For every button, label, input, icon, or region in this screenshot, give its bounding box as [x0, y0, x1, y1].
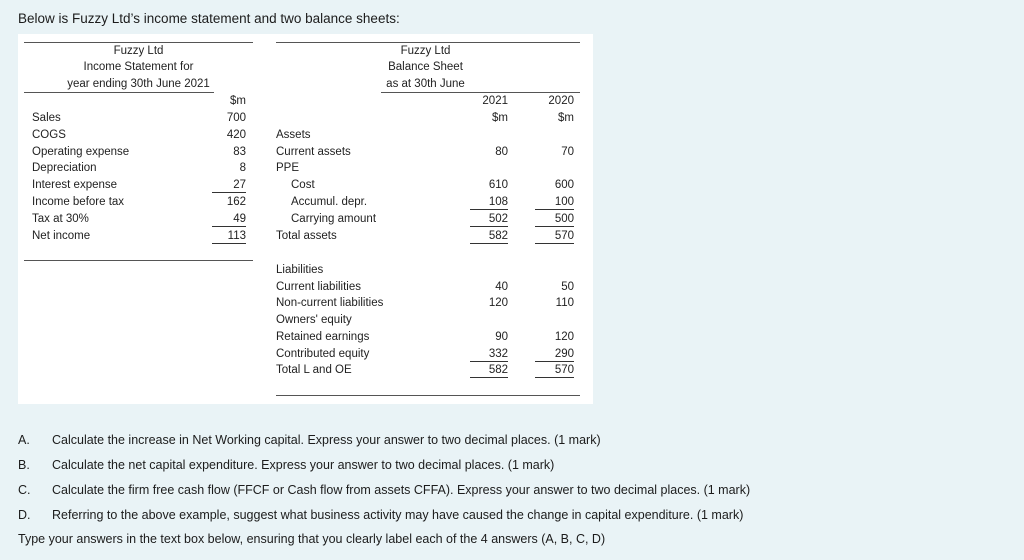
- liability-label: Retained earnings: [276, 331, 370, 343]
- balance-top-rule: [276, 42, 580, 43]
- liability-value-2021: 332: [470, 347, 508, 362]
- income-row-value: 162: [226, 196, 246, 208]
- income-row-label: Net income: [32, 230, 91, 242]
- liability-label: Total L and OE: [276, 364, 352, 376]
- balance-bottom-rule: [276, 395, 580, 396]
- question-text: Calculate the firm free cash flow (FFCF or Cash flow from assets CFFA). Express your answer to two decimal places. (1 mark): [52, 483, 751, 497]
- liability-label: Non-current liabilities: [276, 297, 384, 309]
- asset-value-2021: 502: [470, 212, 508, 227]
- income-row-label: Sales: [32, 112, 61, 124]
- liability-label: Owners' equity: [276, 314, 352, 326]
- question-letter: D.: [18, 508, 31, 522]
- asset-label: Current assets: [276, 146, 351, 158]
- liability-value-2020: 50: [561, 281, 574, 293]
- asset-label: Carrying amount: [291, 213, 377, 225]
- liability-value-2020: 290: [535, 347, 574, 362]
- balance-title: Balance Sheet: [388, 61, 463, 73]
- asset-value-2020: 500: [535, 212, 574, 227]
- balance-unit-2021: $m: [492, 112, 508, 124]
- asset-label: PPE: [276, 162, 300, 174]
- balance-header-rule: [381, 92, 580, 93]
- income-company: Fuzzy Ltd: [113, 45, 164, 57]
- balance-company: Fuzzy Ltd: [400, 45, 451, 57]
- financial-statements-panel: [18, 34, 593, 404]
- question-text: Calculate the increase in Net Working capital. Express your answer to two decimal places. (1 mark): [52, 433, 601, 447]
- income-row-label: Operating expense: [32, 146, 130, 158]
- liability-value-2020: 110: [555, 297, 574, 309]
- income-row-value: 8: [239, 162, 246, 174]
- income-row-label: Depreciation: [32, 162, 97, 174]
- income-row-value: 27: [212, 178, 246, 193]
- liability-value-2021: 90: [495, 331, 508, 343]
- balance-year-2021: 2021: [482, 95, 508, 107]
- question-text: Calculate the net capital expenditure. Express your answer to two decimal places. (1 mark): [52, 458, 555, 472]
- liability-value-2021: 120: [488, 297, 508, 309]
- income-header-rule: [24, 92, 214, 93]
- balance-year-2020: 2020: [548, 95, 574, 107]
- income-row-value: 420: [226, 129, 246, 141]
- income-row-value: 83: [233, 146, 246, 158]
- income-row-label: Interest expense: [32, 179, 118, 191]
- income-row-value: 49: [212, 212, 246, 227]
- liability-label: Current liabilities: [276, 281, 362, 293]
- question-text: Referring to the above example, suggest what business activity may have caused the change in capital expenditure. (1 mark): [52, 508, 744, 522]
- asset-label: Cost: [291, 179, 315, 191]
- liability-value-2021: 40: [495, 281, 508, 293]
- asset-label: Total assets: [276, 230, 337, 242]
- question-letter: A.: [18, 433, 30, 447]
- asset-label: Accumul. depr.: [291, 196, 368, 208]
- income-unit: $m: [230, 95, 246, 107]
- income-top-rule: [24, 42, 253, 43]
- liability-value-2021: 582: [470, 363, 508, 378]
- liability-label: Contributed equity: [276, 348, 370, 360]
- liability-value-2020: 570: [535, 363, 574, 378]
- income-row-value: 113: [212, 229, 246, 244]
- liability-value-2020: 120: [554, 331, 574, 343]
- question-letter: B.: [18, 458, 30, 472]
- asset-value-2020: 600: [554, 179, 574, 191]
- income-title: Income Statement for: [83, 61, 194, 73]
- asset-value-2020: 100: [535, 195, 574, 210]
- balance-date: as at 30th June: [386, 78, 465, 90]
- income-period: year ending 30th June 2021: [67, 78, 210, 90]
- asset-value-2020: 570: [535, 229, 574, 244]
- asset-value-2021: 582: [470, 229, 508, 244]
- asset-value-2021: 80: [495, 146, 508, 158]
- question-letter: C.: [18, 483, 31, 497]
- asset-value-2020: 70: [561, 146, 574, 158]
- income-row-label: Tax at 30%: [32, 213, 89, 225]
- asset-label: Assets: [276, 129, 311, 141]
- instructions-footer: Type your answers in the text box below, ensuring that you clearly label each of the 4 answers (A, B, C, D): [18, 532, 606, 546]
- income-bottom-rule: [24, 260, 253, 261]
- income-row-label: COGS: [32, 129, 66, 141]
- intro-text: Below is Fuzzy Ltd’s income statement and two balance sheets:: [18, 11, 400, 26]
- liability-label: Liabilities: [276, 264, 324, 276]
- asset-value-2021: 108: [470, 195, 508, 210]
- asset-value-2021: 610: [488, 179, 508, 191]
- income-row-label: Income before tax: [32, 196, 125, 208]
- balance-unit-2020: $m: [558, 112, 574, 124]
- income-row-value: 700: [226, 112, 246, 124]
